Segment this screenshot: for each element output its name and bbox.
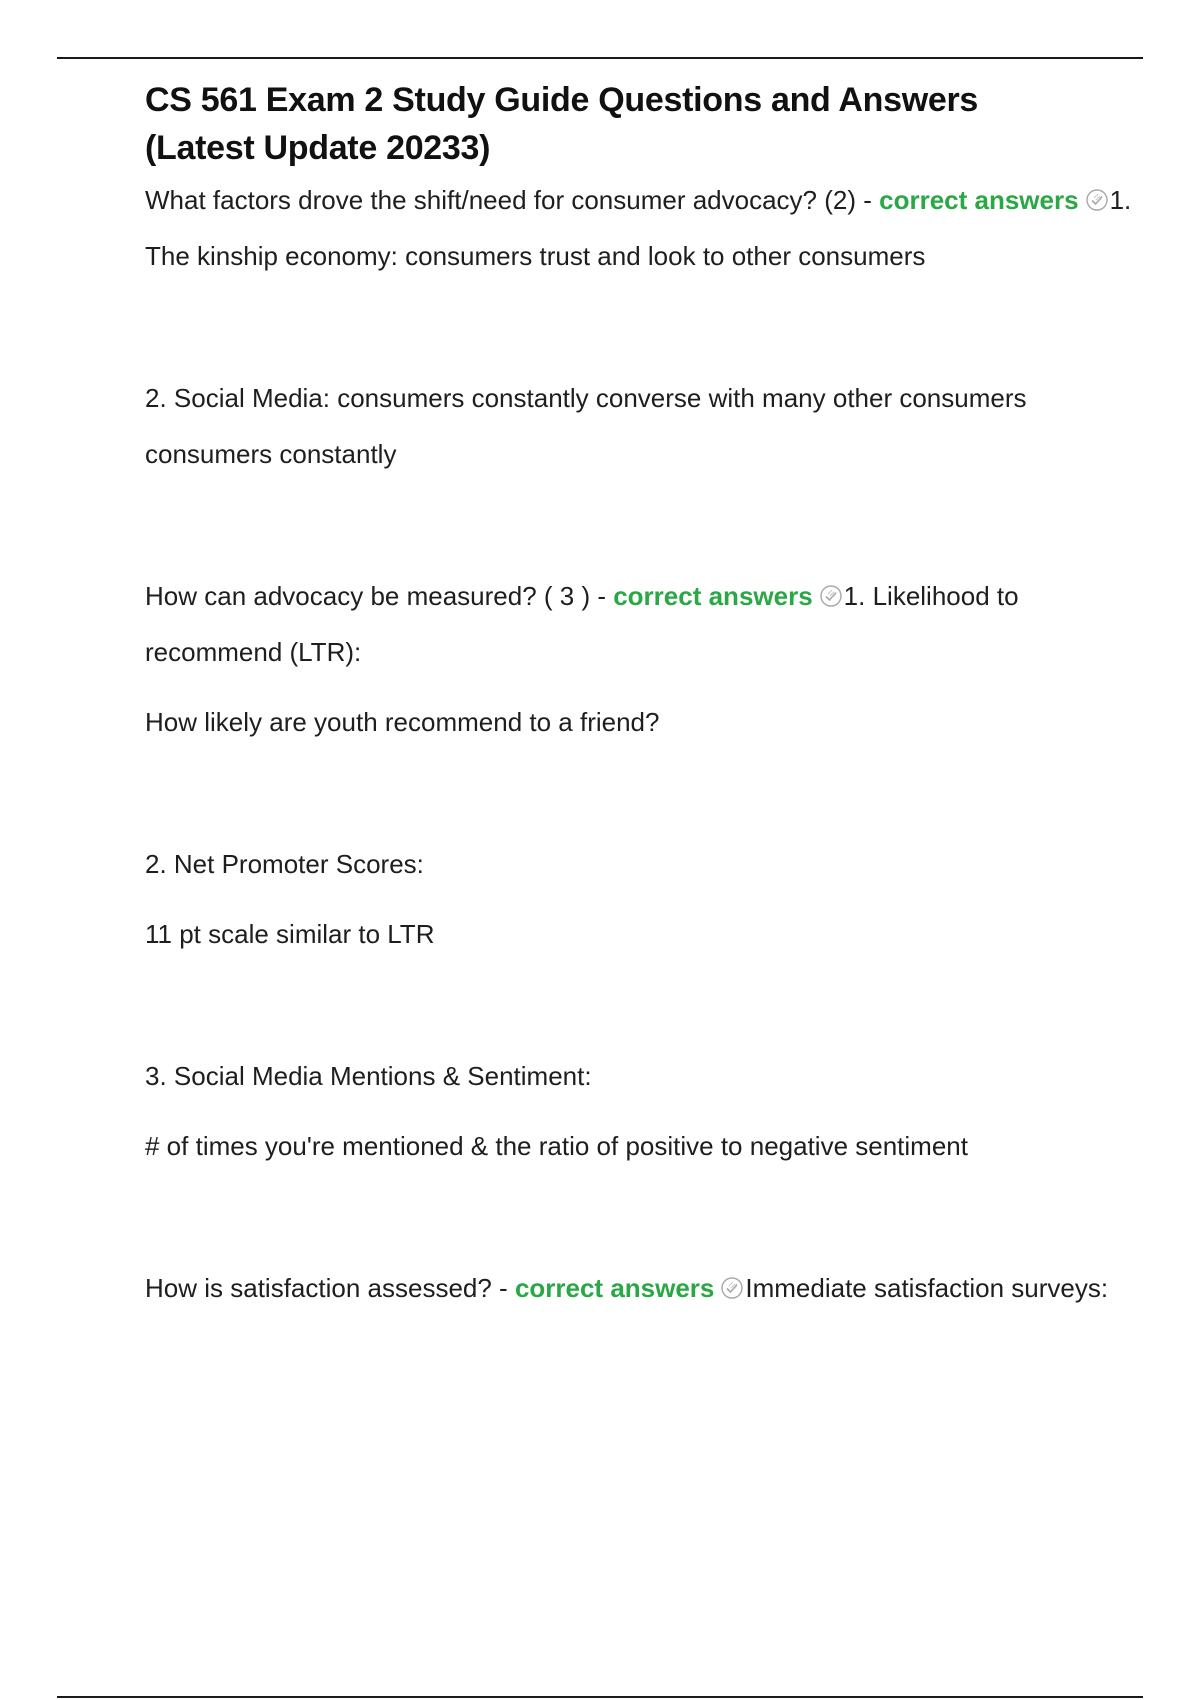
title-line-1: CS 561 Exam 2 Study Guide Questions and Answers <box>145 81 979 119</box>
title-line-2: (Latest Update 20233) <box>145 129 491 167</box>
question-1 <box>145 172 1145 284</box>
correct-answers-label: correct answers <box>613 581 813 611</box>
document-page <box>145 76 1145 1316</box>
correct-answers-label: correct answers <box>879 185 1079 215</box>
circle-check-icon <box>720 1276 744 1300</box>
answer-2-text: 1. Likelihood to recommend (LTR): <box>145 581 1019 667</box>
question-2 <box>145 568 1145 680</box>
answer-3-text: Immediate satisfaction surveys: <box>745 1273 1109 1303</box>
document-title <box>145 76 1145 172</box>
circle-check-icon <box>819 584 843 608</box>
question-2-text: How can advocacy be measured? ( 3 ) - <box>145 581 614 611</box>
answer-2-point-2: 2. Net Promoter Scores: <box>145 849 424 879</box>
question-3-text: How is satisfaction assessed? - <box>145 1273 515 1303</box>
correct-answers-label: correct answers <box>514 1273 715 1303</box>
answer-2-detail-2: 11 pt scale similar to LTR <box>145 919 435 949</box>
answer-1-text: 1. The kinship economy: consumers trust and look to other consumers <box>145 185 1132 271</box>
circle-check-icon <box>1085 188 1109 212</box>
answer-2-point-3: 3. Social Media Mentions & Sentiment: <box>145 1061 592 1091</box>
bottom-rule <box>57 1696 1143 1698</box>
question-3 <box>145 1260 1145 1316</box>
top-rule <box>57 57 1143 59</box>
answer-2-detail-1: How likely are youth recommend to a friend? <box>145 707 660 737</box>
answer-2-detail-3: # of times you're mentioned & the ratio of positive to negative sentiment <box>145 1131 968 1161</box>
answer-1-point-2: 2. Social Media: consumers constantly converse with many other consumers consumers constantly <box>145 383 1027 469</box>
question-1-text: What factors drove the shift/need for consumer advocacy? (2) - <box>145 185 880 215</box>
